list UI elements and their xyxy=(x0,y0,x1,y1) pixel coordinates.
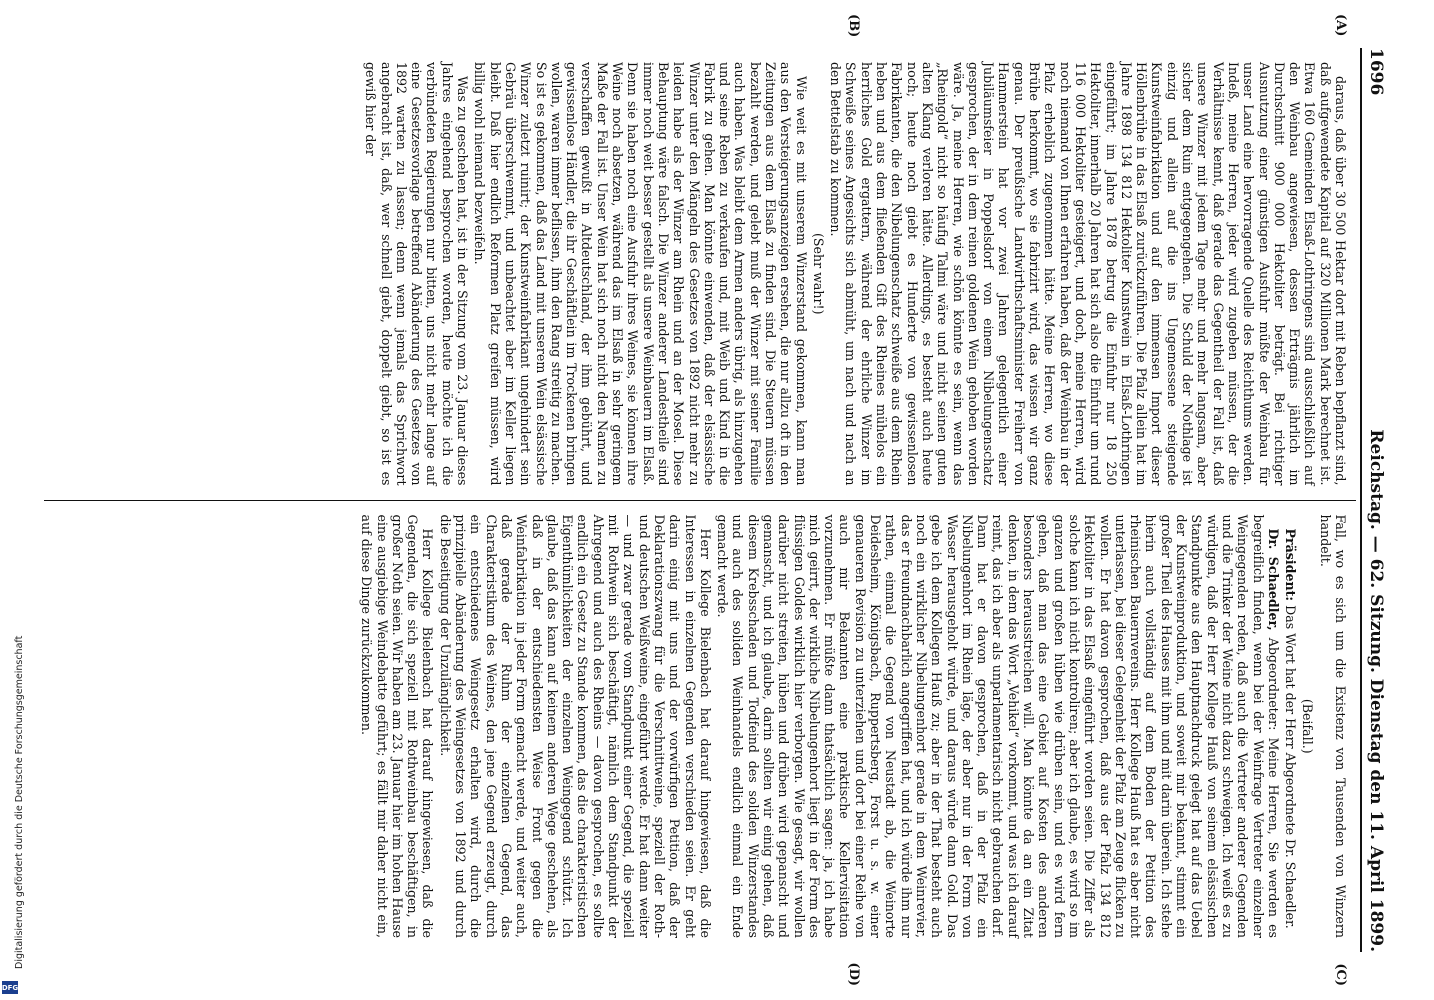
left-column xyxy=(44,14,1356,501)
margin-marker-d: (D) xyxy=(846,962,861,986)
right-applause: (Beifall.) xyxy=(1300,698,1316,754)
header-title: Reichstag. — 62. Sitzung. Dienstag den 11. April 1899. xyxy=(1366,429,1386,952)
page-header xyxy=(1360,48,1390,952)
margin-marker-a: (A) xyxy=(1333,14,1348,37)
right-paragraph-3: Herr Kollege Bielenbach hat darauf hingewiesen, daß die Interessen in einzelnen Gegenden verschieden seien. Er geht darin einig mit uns und der vorwürfigen Petition, daß der Deklarationszwang für die Verschnittweine, speziell der Roth- und deutschen Weißweine, eingeführt werde. Er hat dann weiter — und zwar gerade vom Standpunkt einer Gegend, die speziell mit Rothwein sich beschäftigt, nämlich dem Standpunkt der Ahrgegend und auch des Rheins — davon gesprochen, es sollte endlich ein Gesetz zu Stande kommen, das die charakteristischen Eigenthümlichkeiten der einzelnen Weingegend schützt. Ich glaube, daß das kann auf keinem anderen Wege geschehen, als daß in der entschiedensten Weise Front gegen die Weinfabrikation in jeder Form gemacht werde, und weiter auch, daß gerade der Ruhm der einzelnen Gegend, das Charakteristikum des Weines, den jene Gegend erzeugt, durch ein entschiedenes Weingesetz erhalten wird, durch die prinzipielle Abänderung des Weingesetzes von 1892 und durch die Beseitigung der Unzulänglichkeit. xyxy=(437,514,713,938)
speaker-paragraph xyxy=(715,515,1281,939)
margin-marker-c: (C) xyxy=(1333,963,1348,986)
dfg-logo-icon: DFG xyxy=(2,981,18,994)
text-columns xyxy=(44,14,1356,986)
left-paragraph-2: Wie weit es mit unserem Winzerstand gekommen, kann man aus den Versteigerungsanzeigen ersehen, die nur allzu oft in den Zeitungen aus dem Elsaß zu finden sind. Die Steuern müssen bezahlt werden, und gelebt muß der Winzer mit seiner Familie auch haben. Was bleibt dem Armen anders übrig, als hinzugehen und seine Reben zu verkaufen und, mit Weib und Kind in die Fabrik zu gehen. Man könnte einwenden, daß der elsässische Winzer unter den Mängeln des Gesetzes von 1892 nicht mehr zu leiden habe als der Winzer am Rhein und an der Mosel. Diese Behauptung wäre falsch. Die Winzer anderer Landestheile sind immer noch weit besser gestellt als unsere Weinbauern im Elsaß. Denn sie haben noch eine Ausfuhr ihres Weines, sie können ihre Weine noch absetzen, während das im Elsaß in sehr geringem Maße der Fall ist. Unser Wein hat sich noch nicht den Namen zu verschaffen gewußt in Altdeutschland, der ihm gebührt, und gewissenlose Händler, die ihr Geschäftlein im Trockenen bringen wollen, waren immer beflissen, ihm den Rang streitig zu machen. So ist es gekommen, daß das Land mit unserem Wein elsässische Winzer zuletzt ruinirt; der Kunstweinfabrikant ungehindert sein Gebräu überschwemmt, und unbeachtet aber im Keller liegen bleibt. Daß hier endlich Reformen Platz greifen müssen, wird billig wohl niemand bezweifeln. xyxy=(472,62,809,486)
left-paragraph-3: Was zu geschehen hat, ist in der Sitzung vom 23. Januar dieses Jahres eingehend besprochen worden, heute möchte ich die verbündeten Regierungen nur bitten, uns nicht mehr lange auf eine Gesetzesvorlage betreffend Abänderung des Gesetzes von 1892 warten zu lassen; denn wenn jemals das Sprichwort angebracht ist, daß, wer schnell giebt, doppelt giebt, so ist es gewiß hier der xyxy=(363,62,471,486)
right-paragraph-1: Fall, wo es sich um die Existenz von Tausenden von Winzern handelt. xyxy=(1317,514,1348,938)
margin-marker-b: (B) xyxy=(846,14,861,38)
president-line xyxy=(1283,515,1298,939)
left-applause: (Sehr wahr!) xyxy=(810,232,826,315)
right-paragraph-4: Herr Kollege Bielenbach hat darauf hingewiesen, daß die Gegenden, die sich speziell mit Rothweinbau beschäftigen, in großer Noth seien. Wir haben am 23. Januar hier im hohen Hause eine ausgiebige Weindebatte geführt; es fällt mir daher nicht ein, auf diese Dinge zurückzukommen. xyxy=(359,514,436,938)
left-paragraph-1: daraus, daß über 30 500 Hektar dort mit Reben bepflanzt sind, daß aufgewendete Kapital auf 320 Millionen Mark berechnet ist. Etwa 160 Gemeinden Elsaß-Lothringens sind ausschließlich auf den Weinbau angewiesen, dessen Erträgnis jährlich im Durchschnitt 900 000 Hektoliter beträgt. Bei richtiger Ausnutzung einer günstigen Ausfuhr müßte der Weinbau für unser Land eine hervorragende Quelle des Reichthums werden. Indeß, meine Herren, jeder wird zugeben müssen, der die Verhältnisse kennt, daß gerade das Gegentheil der Fall ist, daß unsere Winzer mit jedem Tage mehr und mehr langsam, aber sicher dem Ruin entgegengehen. Die Schuld der Nothlage ist einzig und allein auf die ins Ungemessene steigende Kunstweinfabrikation und auf den immensen Import dieser Höllenbrühe in das Elsaß zurückzuführen. Die Pfalz allein hat im Jahre 1898 134 812 Hektoliter Kunstwein in Elsaß-Lothringen eingeführt; im Jahre 1878 betrug die Einfuhr nur 18 250 Hektoliter, innerhalb 20 Jahren hat sich also die Einfuhr um rund 116 000 Hektoliter gesteigert, und doch, meine Herren, wird noch niemand von Ihnen erfahren haben, daß der Weinbau in der Pfalz erheblich zugenommen hätte. Meine Herren, wo diese Brühe herkommt, wo sie fabrizirt wird, das wissen wir ganz genau. Der preußische Landwirthschaftsminister Freiherr von Hammerstein hat vor zwei Jahren gelegentlich einer Jubiläumsfeier in Poppelsdorf von einem Nibelungenschatz gesprochen, der in dem reinen goldenen Wein gehoben worden wäre. Ja, meine Herren, wie schön könnte es sein, wenn das „Rheingold“ nicht so häufig Talmi wäre und nicht seinen guten alten Klang verloren hätte. Allerdings, es besteht auch heute noch; heute noch giebt es Hunderte von gewissenlosen Fabrikanten, die den Nibelungenschatz schweiße aus dem Rhein heben und aus dem fließenden Gift des Rheines mühelos ein herrliches Gold ergattern, während der ehrliche Winzer im Schweiße seines Angesichts sich abmüht, um nach und nach an den Bettelstab zu kommen. xyxy=(828,62,1348,486)
page-number: 1696 xyxy=(1366,48,1386,96)
speaker-name: Dr. Schaedler, xyxy=(1265,528,1281,631)
president-text: Das Wort hat der Herr Abgeordnete Dr. Schaedler. xyxy=(1283,605,1299,929)
president-label: Präsident: xyxy=(1283,528,1299,602)
page-content xyxy=(44,14,1390,986)
digitization-credit xyxy=(2,20,25,980)
right-column xyxy=(44,501,1356,986)
speaker-text: Meine Herren, Sie werden es begreiflich finden, wenn bei der Weinfrage Vertreter einzelner Weingegenden reden, daß auch die Vertreter anderer Gegenden und die Trinker der Weine nicht dazu schweigen. Ich weiß es zu würdigen, daß der Herr Kollege Hauß von seinem elsässischen Standpunkte aus den Hauptnachdruck gelegt hat auf das Uebel der Kunstweinproduktion, und soweit mir bekannt, stimmt ein großer Theil des Hauses mit ihm und mit darin überein. Ich stehe hierin auch vollständig auf dem Boden der Petition des rheinischen Bauernvereins. Herr Kollege Hauß hat es aber nicht unterlassen, bei dieser Gelegenheit der Pfalz am Zeuge flicken zu wollen. Er hat davon gesprochen, daß aus der Pfalz 134 812 Hektoliter in das Elsaß eingeführt worden seien. Die Ziffer als solche kann ich nicht kontroliren; aber ich glaube, es wird so im ganzen und großen hüben wie drüben sein, und es wird fern gehen, daß man das eine Gebiet auf Kosten des anderen besonders herausstreichen will. Man könnte da an ein Zitat denken, in dem das Wort „Vehikel“ vorkommt, und was ich darauf reimt, das ich aber als unparlamentarisch nicht gebrauchen darf. Dann hat er davon gesprochen, daß in der Pfalz ein Nibelungenhort im Rhein läge, der aber nur in der Form von Wasser herausgeholt würde, und daraus würde dann Gold. Das gebe ich dem Kollegen Hauß zu; aber in der That besteht auch noch ein wirklicher Nibelungenhort gerade in dem Weinrevier, das er freundnachbarlich angegriffen hat, und ich würde ihm nur rathen, einmal die Gegend von Neustadt ab, die Weinorte Deidesheim, Königsbach, Ruppertsberg, Forst u. s. w. einer genaueren Revision zu unterziehen und dort bei einer Reihe von auch mir Bekannten eine praktische Kellervisitation vorzunehmen. Er müßte dann thatsächlich sagen: ja, ich habe mich geirrt, der wirkliche Nibelungenhort liegt in der Form des flüssigen Goldes wirklich hier verborgen. Wie gesagt, wir wollen darüber nicht streiten, hüben und drüben wird gepanscht und gemanscht, und ich glaube, darin sollten wir einig gehen, daß diesem Krebsschaden und Todfeind des soliden Winzerstandes und auch des soliden Weinhandels endlich einmal ein Ende gemacht werde. xyxy=(715,514,1281,938)
speaker-role: Abgeordneter: xyxy=(1265,637,1281,731)
credit-text: Digitalisierung gefördert durch die Deutsche Forschungsgemeinschaft xyxy=(14,635,25,969)
